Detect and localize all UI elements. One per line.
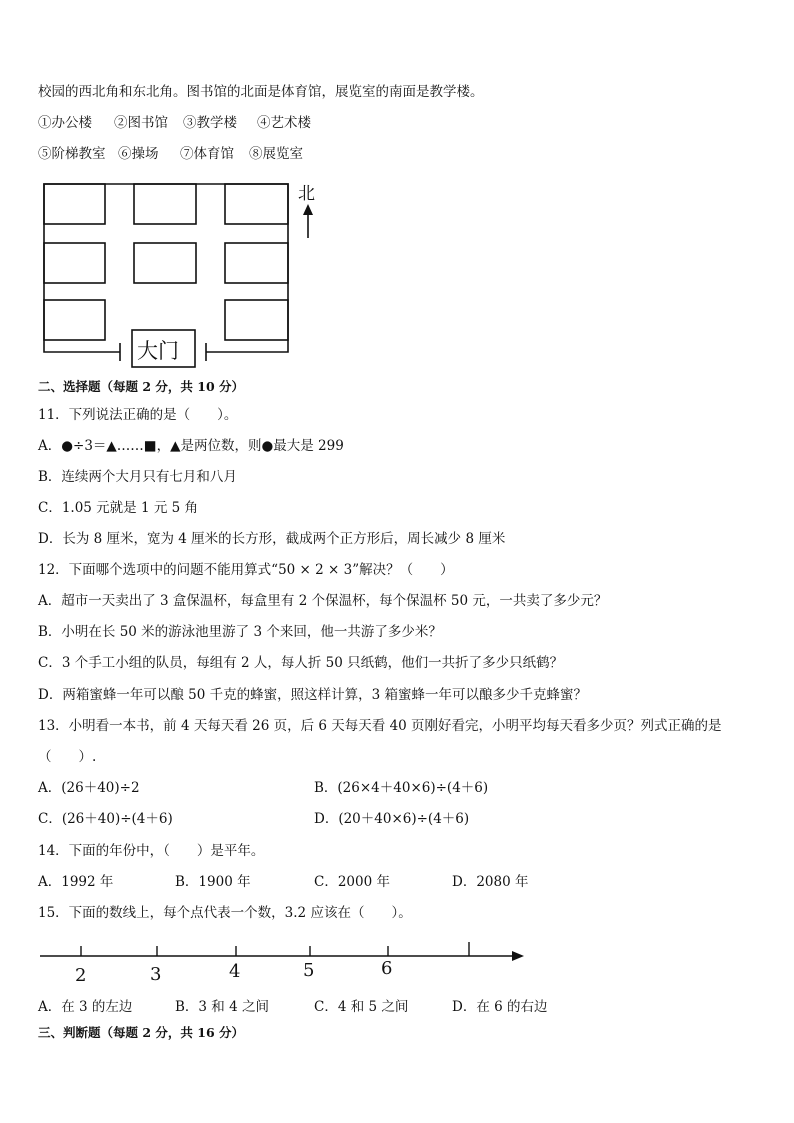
number-line-label: 2 bbox=[75, 965, 87, 986]
question-12-stem: 12．下面哪个选项中的问题不能用算式“50 × 2 × 3”解决？（ ） bbox=[38, 562, 454, 578]
building-option: ②图书馆 bbox=[114, 115, 168, 131]
question-13-option: B．(26×4＋40×6)÷(4＋6) bbox=[314, 780, 489, 796]
building-option: ⑤阶梯教室 bbox=[38, 146, 106, 162]
question-15-option: B．3 和 4 之间 bbox=[175, 999, 269, 1015]
question-12-option: A．超市一天卖出了 3 盒保温杯，每盒里有 2 个保温杯，每个保温杯 50 元，一共卖了多少元？ bbox=[38, 593, 608, 609]
section-heading: 二、选择题（每题 2 分，共 10 分） bbox=[38, 379, 245, 394]
question-13-option: D．(20＋40×6)÷(4＋6) bbox=[314, 811, 470, 827]
question-15-option: C．4 和 5 之间 bbox=[314, 999, 409, 1015]
building-option: ③教学楼 bbox=[183, 115, 237, 131]
question-12-option: C．3 个手工小组的队员，每组有 2 人，每人折 50 只纸鹤，他们一共折了多少只纸鹤？ bbox=[38, 655, 564, 671]
question-14-stem: 14．下面的年份中，（ ）是平年。 bbox=[38, 843, 265, 859]
section-heading: 三、判断题（每题 2 分，共 16 分） bbox=[38, 1025, 245, 1040]
question-14-option: D．2080 年 bbox=[452, 874, 529, 890]
question-12-option: D．两箱蜜蜂一年可以酿 50 千克的蜂蜜，照这样计算，3 箱蜜蜂一年可以酿多少千克蜂蜜？ bbox=[38, 687, 587, 703]
building-option: ⑦体育馆 bbox=[180, 146, 234, 162]
number-line-label: 4 bbox=[229, 961, 241, 982]
intro-line: 校园的西北角和东北角。图书馆的北面是体育馆，展览室的南面是教学楼。 bbox=[38, 84, 484, 100]
number-line-arrow-icon bbox=[512, 951, 524, 961]
number-line-label: 3 bbox=[150, 964, 162, 985]
building-option: ④艺术楼 bbox=[257, 115, 311, 131]
gate-label: 大门 bbox=[137, 339, 179, 363]
question-11-stem: 11．下列说法正确的是（ ）。 bbox=[38, 407, 238, 423]
question-15-option: A．在 3 的左边 bbox=[38, 999, 133, 1015]
question-11-option: D．长为 8 厘米，宽为 4 厘米的长方形，截成两个正方形后，周长减少 8 厘米 bbox=[38, 531, 506, 547]
question-13-option: C．(26＋40)÷(4＋6) bbox=[38, 811, 173, 827]
question-11-option: C．1.05 元就是 1 元 5 角 bbox=[38, 500, 199, 516]
question-11-option: A．●÷3＝▲……■，▲是两位数，则●最大是 299 bbox=[38, 438, 344, 454]
question-14-option: B．1900 年 bbox=[175, 874, 251, 890]
building-option: ⑧展览室 bbox=[249, 146, 303, 162]
question-14-option: A．1992 年 bbox=[38, 874, 114, 890]
question-11-option: B．连续两个大月只有七月和八月 bbox=[38, 469, 237, 485]
question-13-stem-cont: （ ）. bbox=[38, 749, 97, 765]
question-14-option: C．2000 年 bbox=[314, 874, 390, 890]
question-12-option: B．小明在长 50 米的游泳池里游了 3 个来回，他一共游了多少米？ bbox=[38, 624, 442, 640]
question-13-stem: 13．小明看一本书，前 4 天每天看 26 页，后 6 天每天看 40 页刚好看完，小明平均每天看多少页？列式正确的是 bbox=[38, 718, 722, 734]
building-option: ①办公楼 bbox=[38, 115, 92, 131]
building-option: ⑥操场 bbox=[118, 146, 159, 162]
number-line-label: 6 bbox=[381, 958, 393, 979]
question-15-stem: 15．下面的数线上，每个点代表一个数，3.2 应该在（ ）。 bbox=[38, 905, 412, 921]
number-line-label: 5 bbox=[303, 960, 315, 981]
question-13-option: A．(26＋40)÷2 bbox=[38, 780, 140, 796]
north-label: 北 bbox=[298, 184, 315, 204]
question-15-option: D．在 6 的右边 bbox=[452, 999, 548, 1015]
